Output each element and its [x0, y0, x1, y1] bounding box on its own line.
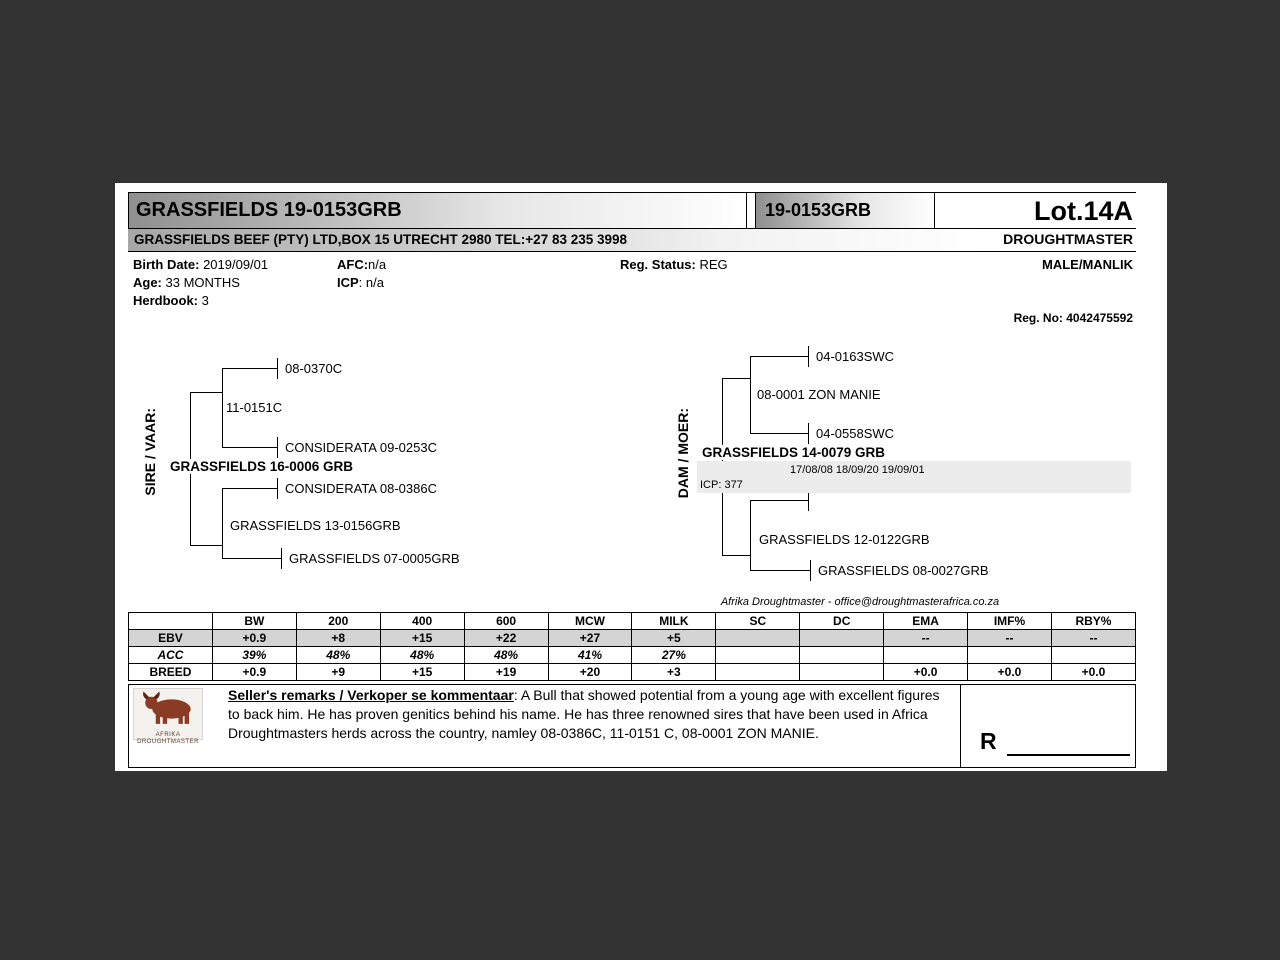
- ebv-cell: 48%: [296, 647, 380, 664]
- sire-grandsire-sire: 08-0370C: [285, 361, 343, 376]
- ebv-cell: +3: [632, 664, 716, 681]
- ebv-cell: +20: [548, 664, 632, 681]
- reg-status-label: Reg. Status:: [620, 257, 696, 272]
- remarks-body: : A Bull that showed potential from a young age with excellent figures to back him. He has proven genitics behind his name. He has three renowned sires that have been used in Africa Droughtmasters herds across the country, namley 08-0386C, 11-0151 C, 08-0001 ZON MANIE.: [228, 687, 940, 741]
- dam-dam-dam: GRASSFIELDS 08-0027GRB: [818, 563, 989, 578]
- pedigree-line: [750, 356, 808, 357]
- ebv-cell: --: [884, 630, 968, 647]
- header-id-band: [755, 192, 935, 229]
- dam-icp: ICP: 377: [700, 479, 743, 491]
- age: [133, 275, 240, 290]
- sire-name: GRASSFIELDS 16-0006 GRB: [170, 459, 354, 474]
- pedigree-line: [750, 356, 751, 433]
- header-title-band: [128, 192, 747, 229]
- sex: MALE/MANLIK: [1042, 257, 1133, 272]
- ebv-row-label: EBV: [129, 630, 213, 647]
- pedigree-line: [190, 545, 222, 546]
- breed-logo: [133, 688, 203, 745]
- icp-value: : n/a: [358, 275, 384, 290]
- ebv-col-header: MCW: [548, 613, 632, 630]
- ebv-cell: [800, 664, 884, 681]
- dam-sire-dam: 04-0558SWC: [816, 426, 895, 441]
- ebv-cell: 41%: [548, 647, 632, 664]
- ebv-cell: 27%: [632, 647, 716, 664]
- seller-remarks: [228, 686, 954, 743]
- remarks-divider: [960, 684, 961, 768]
- breed-logo-caption: AFRIKA DROUGHTMASTER: [137, 732, 199, 745]
- afc: [337, 257, 386, 272]
- dam-sire-sire: 04-0163SWC: [816, 349, 895, 364]
- pedigree-line: [750, 570, 810, 571]
- ebv-col-header: EMA: [884, 613, 968, 630]
- ebv-cell: 39%: [212, 647, 296, 664]
- reg-no: Reg. No: 4042475592: [1013, 311, 1133, 325]
- ebv-cell: +0.9: [212, 630, 296, 647]
- sire-sire: 11-0151C: [226, 400, 283, 415]
- ebv-cell: +8: [296, 630, 380, 647]
- price-currency: R: [980, 728, 997, 754]
- pedigree-tick: [277, 437, 278, 458]
- sire-axis-label: SIRE / VAAR:: [142, 408, 158, 496]
- reg-status-value: REG: [695, 257, 728, 272]
- pedigree-tick: [808, 490, 809, 511]
- ebv-cell: [968, 647, 1052, 664]
- pedigree-line: [222, 368, 277, 369]
- pedigree-line: [750, 433, 808, 434]
- icp-label: ICP: [337, 275, 359, 290]
- ebv-col-header: SC: [716, 613, 800, 630]
- breed-row: [129, 664, 1136, 681]
- price-line: [1007, 754, 1130, 756]
- ebv-row-label: BREED: [129, 664, 213, 681]
- ebv-row: [129, 630, 1136, 647]
- remarks-heading: Seller's remarks / Verkoper se kommentaar: [228, 687, 514, 703]
- ebv-header-row: [129, 613, 1136, 630]
- sire-dam-sire: CONSIDERATA 08-0386C: [285, 481, 437, 496]
- ebv-cell: [800, 630, 884, 647]
- ebv-cell: --: [968, 630, 1052, 647]
- birth-date: [133, 257, 268, 272]
- sire-dam-dam: GRASSFIELDS 07-0005GRB: [289, 551, 460, 566]
- pedigree-line: [222, 558, 281, 559]
- pedigree-tick: [808, 346, 809, 367]
- page-title: GRASSFIELDS 19-0153GRB: [136, 199, 402, 221]
- dam-calving-dates: 17/08/08 18/09/20 19/09/01: [790, 464, 925, 476]
- ebv-cell: [800, 647, 884, 664]
- ebv-cell: +0.0: [968, 664, 1052, 681]
- pedigree-tick: [808, 423, 809, 444]
- ebv-cell: 48%: [380, 647, 464, 664]
- animal-id: 19-0153GRB: [765, 200, 872, 220]
- ebv-cell: [716, 647, 800, 664]
- pedigree-line: [750, 500, 751, 570]
- pedigree-line: [222, 368, 223, 447]
- dam-dam: GRASSFIELDS 12-0122GRB: [759, 532, 930, 547]
- ebv-cell: +22: [464, 630, 548, 647]
- pedigree-tick: [281, 548, 282, 569]
- pedigree-line: [722, 555, 750, 556]
- ebv-cell: +15: [380, 630, 464, 647]
- dam-sire: 08-0001 ZON MANIE: [757, 387, 881, 402]
- ebv-cell: +5: [632, 630, 716, 647]
- address-band: [128, 229, 986, 251]
- acc-row: [129, 647, 1136, 664]
- ebv-cell: [716, 664, 800, 681]
- afc-label: AFC:: [337, 257, 369, 272]
- ebv-col-header: [129, 613, 213, 630]
- pedigree-tick: [277, 358, 278, 379]
- herdbook: [133, 293, 209, 308]
- ebv-cell: [1051, 647, 1135, 664]
- ebv-col-header: 200: [296, 613, 380, 630]
- herdbook-value: 3: [198, 293, 209, 308]
- ebv-cell: +19: [464, 664, 548, 681]
- breed-name: DROUGHTMASTER: [1003, 231, 1133, 247]
- dam-axis-label: DAM / MOER:: [675, 408, 691, 499]
- ebv-cell: --: [1051, 630, 1135, 647]
- afc-value: n/a: [368, 257, 387, 272]
- lot-number: Lot.14A: [1033, 196, 1133, 226]
- breeder-address: GRASSFIELDS BEEF (PTY) LTD,BOX 15 UTRECHT 2980 TEL:+27 83 235 3998: [134, 232, 628, 247]
- pedigree-line: [722, 378, 750, 379]
- sire-sire-dam: CONSIDERATA 09-0253C: [285, 440, 437, 455]
- birth-date-value: 2019/09/01: [199, 257, 269, 272]
- ebv-cell: +9: [296, 664, 380, 681]
- ebv-cell: +27: [548, 630, 632, 647]
- herdbook-label: Herdbook:: [133, 293, 198, 308]
- ebv-col-header: RBY%: [1051, 613, 1135, 630]
- ebv-col-header: DC: [800, 613, 884, 630]
- age-label: Age:: [133, 275, 162, 290]
- pedigree-line: [222, 447, 277, 448]
- ebv-col-header: IMF%: [968, 613, 1052, 630]
- ebv-row-label: ACC: [129, 647, 213, 664]
- reg-status: [620, 257, 728, 272]
- ebv-cell: +0.0: [884, 664, 968, 681]
- ebv-cell: +0.9: [212, 664, 296, 681]
- icp: [337, 275, 384, 290]
- pedigree-line: [750, 500, 808, 501]
- sire-dam: GRASSFIELDS 13-0156GRB: [230, 518, 401, 533]
- ebv-cell: [884, 647, 968, 664]
- pedigree-tick: [277, 478, 278, 499]
- birth-date-label: Birth Date:: [133, 257, 200, 272]
- dam-name: GRASSFIELDS 14-0079 GRB: [702, 445, 886, 460]
- ebv-cell: +15: [380, 664, 464, 681]
- ebv-col-header: 400: [380, 613, 464, 630]
- ebv-cell: 48%: [464, 647, 548, 664]
- ebv-col-header: 600: [464, 613, 548, 630]
- ebv-cell: +0.0: [1051, 664, 1135, 681]
- ebv-table: [128, 612, 1136, 681]
- address-bottom-rule: [128, 251, 1136, 252]
- pedigree-line: [222, 488, 223, 558]
- age-value: 33 MONTHS: [161, 275, 240, 290]
- pedigree-line: [190, 392, 222, 393]
- ebv-col-header: BW: [212, 613, 296, 630]
- bull-icon: [140, 691, 196, 727]
- ebv-col-header: MILK: [632, 613, 716, 630]
- association-contact: Afrika Droughtmaster - office@droughtmasterafrica.co.za: [720, 596, 1000, 608]
- ebv-cell: [716, 630, 800, 647]
- pedigree-line: [222, 488, 277, 489]
- pedigree-tick: [810, 560, 811, 581]
